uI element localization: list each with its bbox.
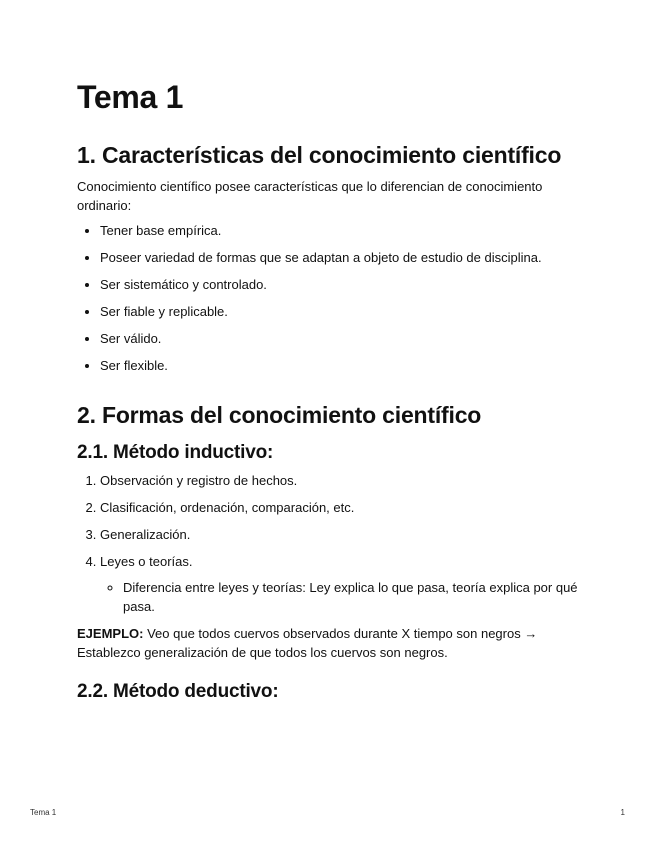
- document-page: [77, 78, 582, 704]
- section-1-intro: Conocimiento científico posee características que lo diferencian de conocimiento ordinario:: [77, 179, 543, 213]
- nested-list: [100, 578, 582, 616]
- page-number: 1: [620, 808, 625, 817]
- list-item: 3. Generalización.: [100, 525, 582, 544]
- list-item: 1. Observación y registro de hechos.: [100, 471, 582, 490]
- example-label: EJEMPLO:: [77, 626, 144, 641]
- list-item: • Ser flexible.: [100, 356, 582, 375]
- list-item: • Tener base empírica.: [100, 221, 582, 240]
- list-item: • Ser sistemático y controlado.: [100, 275, 582, 294]
- example-paragraph: [77, 624, 582, 662]
- section-heading-2: 2. Formas del conocimiento científico: [77, 402, 482, 428]
- footer-title: Tema 1: [30, 808, 57, 817]
- page-title: Tema 1: [77, 79, 184, 115]
- list-item: 2. Clasificación, ordenación, comparación, etc.: [100, 498, 582, 517]
- list-item: • Ser válido.: [100, 329, 582, 348]
- list-item: [100, 552, 582, 616]
- list-item: • Poseer variedad de formas que se adaptan a objeto de estudio de disciplina.: [100, 248, 582, 267]
- list-item: • Ser fiable y replicable.: [100, 302, 582, 321]
- example-text: Veo que todos cuervos observados durante X tiempo son negros → Establezco generalización de que todos los cuervos son negros.: [77, 626, 538, 660]
- subsection-heading-deductive: 2.2. Método deductivo:: [77, 681, 279, 702]
- inductive-steps-list: [77, 471, 582, 616]
- subsection-heading-inductive: 2.1. Método inductivo:: [77, 442, 274, 463]
- list-item: ◦ Diferencia entre leyes y teorías: Ley explica lo que pasa, teoría explica por qué pasa.: [123, 578, 582, 616]
- section-heading-1: 1. Características del conocimiento científico: [77, 142, 562, 168]
- characteristics-list: [77, 221, 582, 375]
- list-item-text: Leyes o teorías.: [100, 554, 193, 569]
